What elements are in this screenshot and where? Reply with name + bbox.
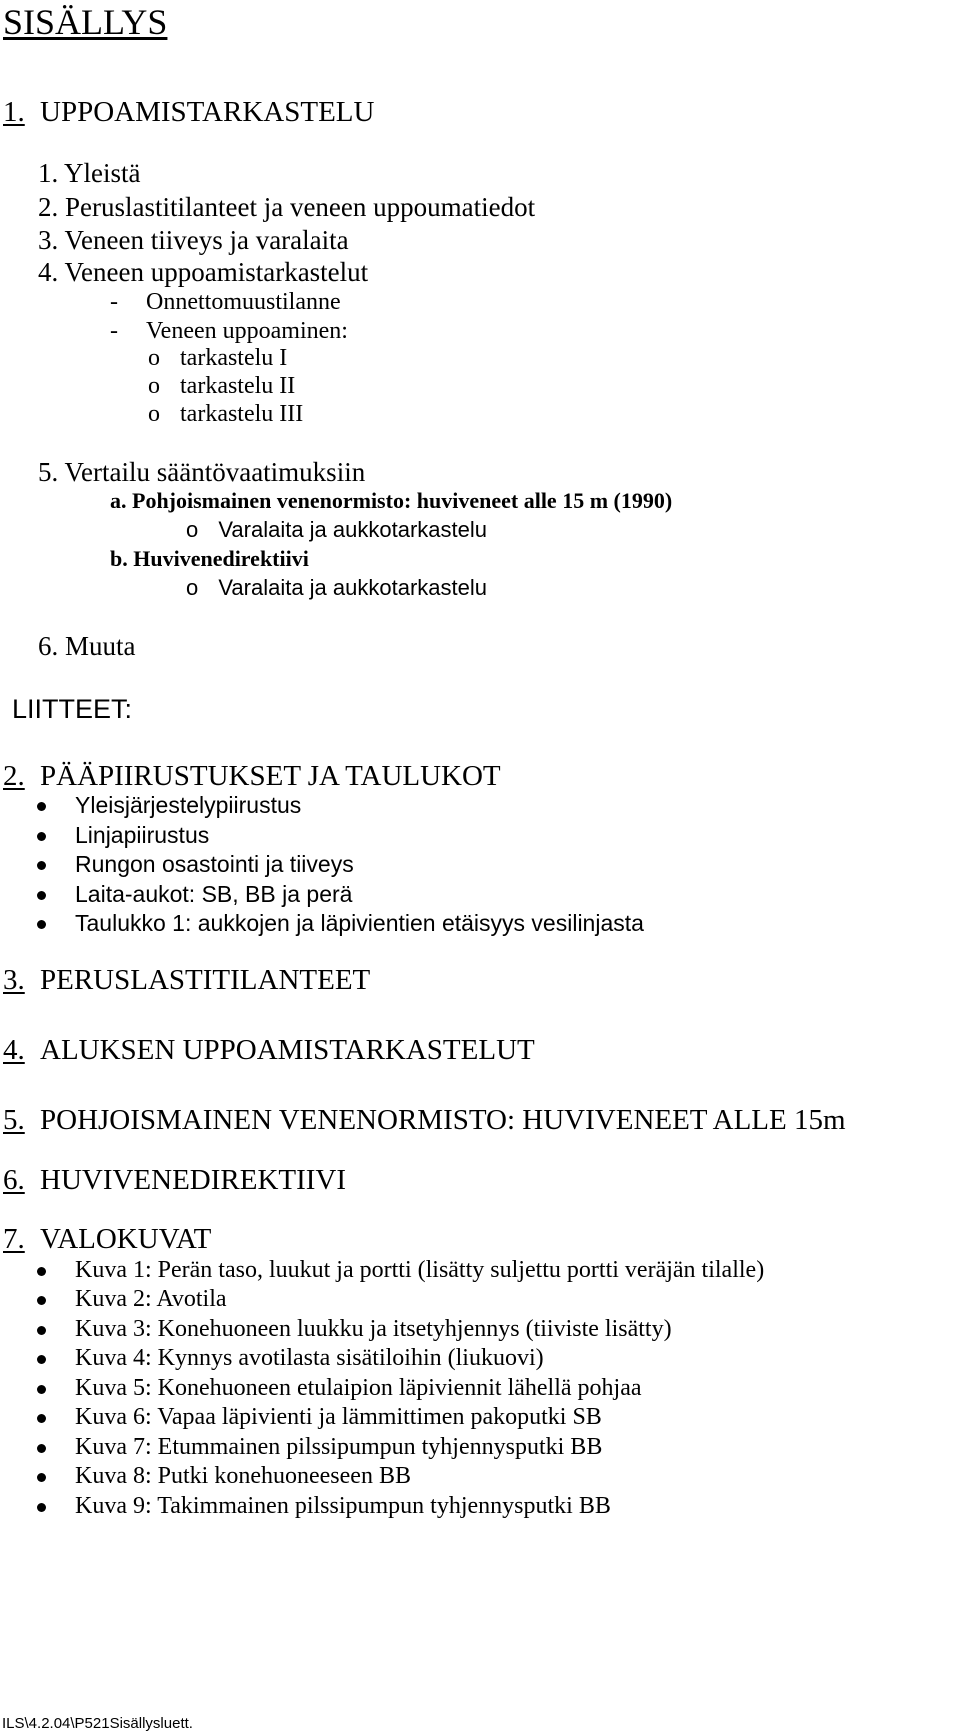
bullet-icon [37,861,46,870]
photo-item: Kuva 3: Konehuoneen luukku ja itsetyhjennys (tiiviste lisätty) [75,1316,672,1342]
photo-item: Kuva 2: Avotila [75,1286,227,1312]
section-5-heading: 5. POHJOISMAINEN VENENORMISTO: HUVIVENEET ALLE 15m [3,1104,846,1136]
bullet-icon [37,1444,46,1453]
section-7-heading: 7. VALOKUVAT [3,1223,212,1255]
photo-item: Kuva 8: Putki konehuoneeseen BB [75,1463,411,1489]
section-title: UPPOAMISTARKASTELU [40,96,375,128]
sub-item: o Varalaita ja aukkotarkastelu [186,517,487,542]
toc-item: 3. Veneen tiiveys ja varalaita [38,225,349,255]
toc-item-5b: b. Huvivenedirektiivi [110,546,309,571]
photo-item: Kuva 1: Perän taso, luukut ja portti (lisätty suljettu portti veräjän tilalle) [75,1257,765,1283]
sub-item: o tarkastelu I [148,345,288,371]
photo-item: Kuva 6: Vapaa läpivienti ja lämmittimen pakoputki SB [75,1404,602,1430]
section-1-heading [3,98,374,127]
appendices-label: LIITTEET: [12,694,133,724]
list-item: Taulukko 1: aukkojen ja läpivientien etäisyys vesilinjasta [75,910,644,936]
sub-item: o Varalaita ja aukkotarkastelu [186,575,487,600]
page-title: SISÄLLYS [3,2,168,42]
sub-item: o tarkastelu II [148,373,296,399]
file-path-footer: ILS\4.2.04\P521Sisällysluett. [2,1715,193,1732]
photo-item: Kuva 4: Kynnys avotilasta sisätiloihin (liukuovi) [75,1345,544,1371]
bullet-icon [37,802,46,811]
bullet-icon [37,1414,46,1423]
photo-item: Kuva 9: Takimmainen pilssipumpun tyhjennysputki BB [75,1493,611,1519]
bullet-icon [37,1385,46,1394]
list-item: Linjapiirustus [75,822,210,848]
toc-item-5a: a. Pohjoismainen venenormisto: huviveneet alle 15 m (1990) [110,488,673,513]
toc-item-6: 6. Muuta [38,631,136,661]
bullet-icon [37,1355,46,1364]
dash-item: - Veneen uppoaminen: [110,318,348,344]
section-6-heading: 6. HUVIVENEDIREKTIIVI [3,1164,347,1196]
bullet-icon [37,1296,46,1305]
toc-item-5: 5. Vertailu sääntövaatimuksiin [38,457,366,487]
bullet-icon [37,832,46,841]
bullet-icon [37,920,46,929]
bullet-icon [37,891,46,900]
bullet-icon [37,1326,46,1335]
toc-item: 2. Peruslastitilanteet ja veneen uppoumatiedot [38,192,536,222]
section-number: 1. [3,96,25,128]
toc-item: 4. Veneen uppoamistarkastelut [38,257,369,287]
list-item: Laita-aukot: SB, BB ja perä [75,881,353,907]
section-2-heading: 2. PÄÄPIIRUSTUKSET JA TAULUKOT [3,760,501,792]
section-3-heading: 3. PERUSLASTITILANTEET [3,964,371,996]
sub-item: o tarkastelu III [148,401,304,427]
bullet-icon [37,1267,46,1276]
section-4-heading: 4. ALUKSEN UPPOAMISTARKASTELUT [3,1034,535,1066]
dash-item: - Onnettomuustilanne [110,289,341,315]
bullet-icon [37,1473,46,1482]
list-item: Yleisjärjestelypiirustus [75,792,302,818]
list-item: Rungon osastointi ja tiiveys [75,851,354,877]
photo-item: Kuva 5: Konehuoneen etulaipion läpiviennit lähellä pohjaa [75,1375,642,1401]
toc-item: 1. Yleistä [38,158,141,188]
bullet-icon [37,1503,46,1512]
photo-item: Kuva 7: Etummainen pilssipumpun tyhjennysputki BB [75,1434,603,1460]
